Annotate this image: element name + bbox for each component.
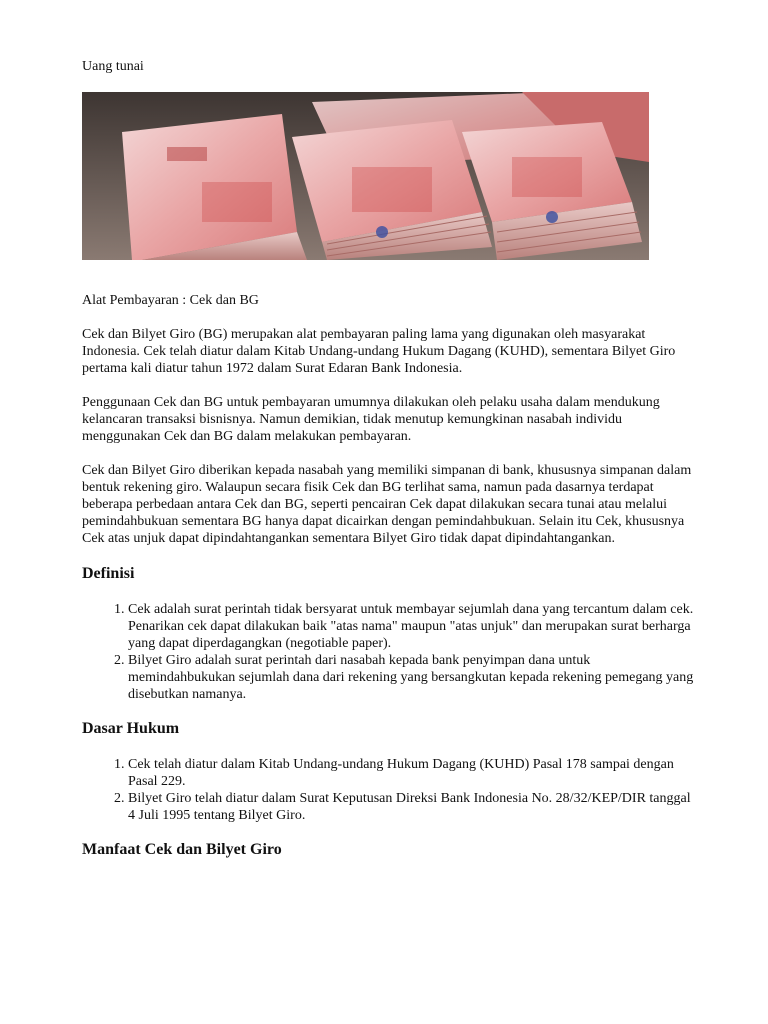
section-title: Alat Pembayaran : Cek dan BG <box>82 293 259 308</box>
image-caption: Uang tunai <box>82 59 144 74</box>
paragraph-2: Penggunaan Cek dan BG untuk pembayaran umumnya dilakukan oleh pelaku usaha dalam mendukung kelancaran transaksi bisnisnya. Namun demikian, tidak menutup kemungkinan nasabah individu menggunakan Cek dan BG dalam melakukan pembayaran. <box>82 395 660 444</box>
heading-definisi: Definisi <box>82 565 135 582</box>
list-item: 1. Cek adalah surat perintah tidak bersyarat untuk membayar sejumlah dana yang tercantum dalam cek. Penarikan cek dapat dilakukan baik "atas nama" maupun "atas unjuk" dan merupakan surat berharga yang dapat diperdagangkan (negotiable paper). <box>128 601 694 652</box>
money-stack-photo <box>82 92 649 260</box>
paragraph-1: Cek dan Bilyet Giro (BG) merupakan alat pembayaran paling lama yang digunakan oleh masyarakat Indonesia. Cek telah diatur dalam Kitab Undang-undang Hukum Dagang (KUHD), sementara Bilyet Giro pertama kali diatur tahun 1972 dalam Surat Edaran Bank Indonesia. <box>82 327 676 376</box>
money-stack-icon <box>82 92 649 260</box>
dasar-hukum-list <box>82 756 694 824</box>
heading-dasar-hukum: Dasar Hukum <box>82 720 180 737</box>
heading-manfaat: Manfaat Cek dan Bilyet Giro <box>82 841 282 858</box>
list-item: 2. Bilyet Giro adalah surat perintah dari nasabah kepada bank penyimpan dana untuk memindahbukukan sejumlah dana dari rekening yang bersangkutan kepada rekening pemegang yang disebutkan namanya. <box>128 652 694 703</box>
definisi-list <box>82 601 694 703</box>
document-body <box>82 292 694 877</box>
paragraph-3: Cek dan Bilyet Giro diberikan kepada nasabah yang memiliki simpanan di bank, khususnya simpanan dalam bentuk rekening giro. Walaupun secara fisik Cek dan BG terlihat sama, namun pada dasarnya terdapat beberapa perbedaan antara Cek dan BG, seperti pencairan Cek dapat dilakukan secara tunai atau melalui pemindahbukuan sementara BG hanya dapat dicairkan dengan pemindahbukuan. Selain itu Cek, khususnya Cek atas unjuk dapat dipindahtangankan sementara Bilyet Giro tidak dapat dipindahtangankan. <box>82 463 692 546</box>
list-item: 2. Bilyet Giro telah diatur dalam Surat Keputusan Direksi Bank Indonesia No. 28/32/KEP/DIR tanggal 4 Juli 1995 tentang Bilyet Giro. <box>128 790 694 824</box>
list-item: 1. Cek telah diatur dalam Kitab Undang-undang Hukum Dagang (KUHD) Pasal 178 sampai dengan Pasal 229. <box>128 756 694 790</box>
